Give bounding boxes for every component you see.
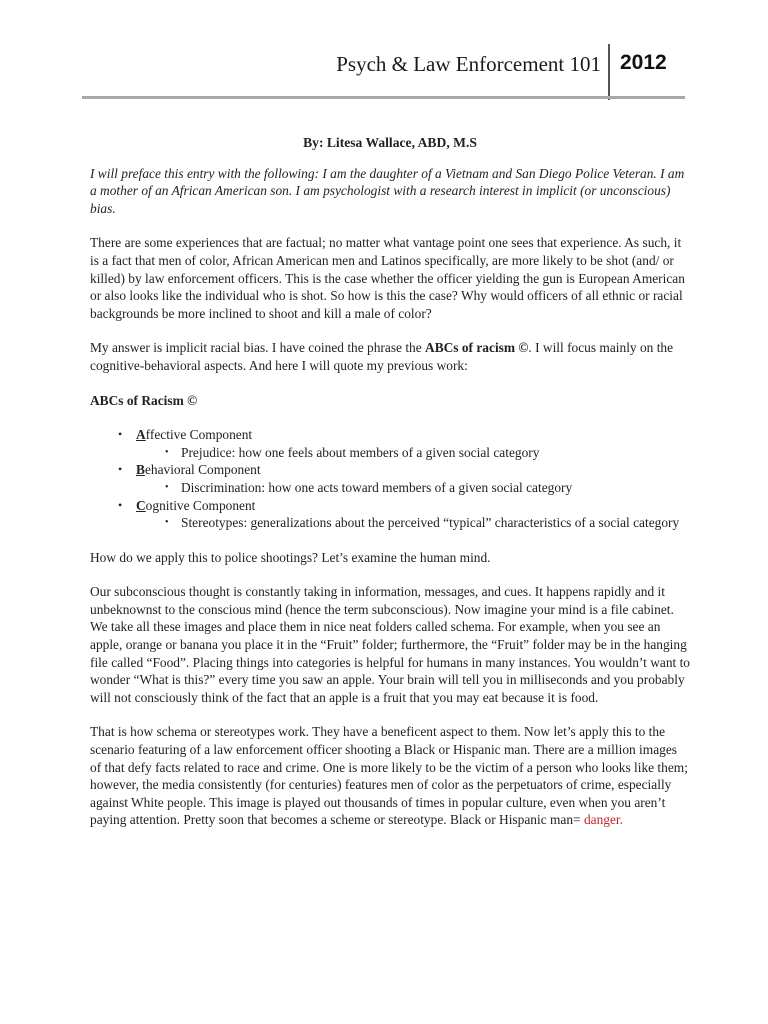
abc-list-item xyxy=(90,461,690,496)
abc-heading: ABCs of Racism © xyxy=(90,392,198,408)
abc-initial: C xyxy=(136,497,146,513)
byline: By: Litesa Wallace, ABD, M.S xyxy=(303,135,477,150)
abc-phrase: ABCs of racism © xyxy=(425,340,529,356)
abc-sublist xyxy=(136,479,690,497)
abc-sublist xyxy=(136,444,690,462)
paragraph-4: Our subconscious thought is constantly taking in information, messages, and cues. It happens rapidly and it unbeknownst to the conscious mind (hence the term subconscious). Now imagine your mind is a file cabinet. We take all these images and place them in nice neat folders called schema. For example, when you see an apple, orange or banana you place it in the “Fruit” folder; furthermore, the “Fruit” folder may be in the hanging file called “Food”. Placing things into categories is helpful for humans in many instances. You wouldn’t want to wonder “What is this?” every time you saw an apple. Your brain will tell you in milliseconds and you probably will not consciously think of the fact that an apple is a fruit that you may eat because it is food. xyxy=(90,584,691,705)
danger-highlight: danger. xyxy=(583,812,623,828)
document-header xyxy=(0,44,768,102)
paragraph-2-after: . I will focus mainly on the cognitive-behavioral aspects. And here I will quote my previous work: xyxy=(90,340,674,373)
paragraph-3: How do we apply this to police shootings? Let’s examine the human mind. xyxy=(90,549,491,565)
header-year: 2012 xyxy=(620,51,667,74)
abc-list-item xyxy=(90,426,690,461)
abc-component-label: ehavioral Component xyxy=(144,462,261,478)
paragraph-5-text: That is how schema or stereotypes work. They have a beneficent aspect to them. Now let’s apply this to the scenario featuring of a law enforcement officer shooting a Black or Hispanic man. There are a million images of that defy facts related to race and crime. One is more likely to be the victim of a person who looks like them; however, the media consistently (for centuries) features men of color as the perpetuators of crime, especially against White people. This image is played out thousands of times in popular culture, even when you aren’t paying attention. Pretty soon that becomes a scheme or stereotype. Black or Hispanic man= xyxy=(90,724,688,828)
header-divider xyxy=(608,44,610,100)
abc-sublist xyxy=(136,514,690,532)
preface-paragraph: I will preface this entry with the following: I am the daughter of a Vietnam and San Diego Police Veteran. I am a mother of an African American son. I am psychologist with a research interest in implicit (or unconscious) bias. xyxy=(90,165,685,216)
abc-subitem: • Discrimination: how one acts toward members of a given social category xyxy=(136,479,690,497)
abc-initial: B xyxy=(136,462,145,478)
abc-list xyxy=(90,426,690,532)
paragraph-5 xyxy=(90,723,690,829)
abc-initial: A xyxy=(136,427,146,443)
paragraph-2-before: My answer is implicit racial bias. I have coined the phrase the xyxy=(90,340,426,356)
abc-subitem: • Stereotypes: generalizations about the perceived “typical” characteristics of a social category xyxy=(136,514,690,532)
header-title: Psych & Law Enforcement 101 xyxy=(336,52,601,76)
paragraph-1: There are some experiences that are factual; no matter what vantage point one sees that experience. As such, it is a fact that men of color, African American men and Latinos specifically, are more likely to be shot (and/ or killed) by law enforcement officers. This is the case whether the officer yielding the gun is European American or also looks like the individual who is shot. So how is this the case? Why would officers of all ethnic or racial backgrounds be more inclined to shoot and kill a male of color? xyxy=(90,235,685,321)
abc-component-label: ognitive Component xyxy=(145,497,256,513)
abc-subitem: • Prejudice: how one feels about members of a given social category xyxy=(136,444,690,462)
abc-component-label: ffective Component xyxy=(145,427,253,443)
paragraph-2 xyxy=(90,339,690,374)
document-body xyxy=(90,134,690,846)
header-rule xyxy=(82,96,685,99)
abc-list-item xyxy=(90,497,690,532)
